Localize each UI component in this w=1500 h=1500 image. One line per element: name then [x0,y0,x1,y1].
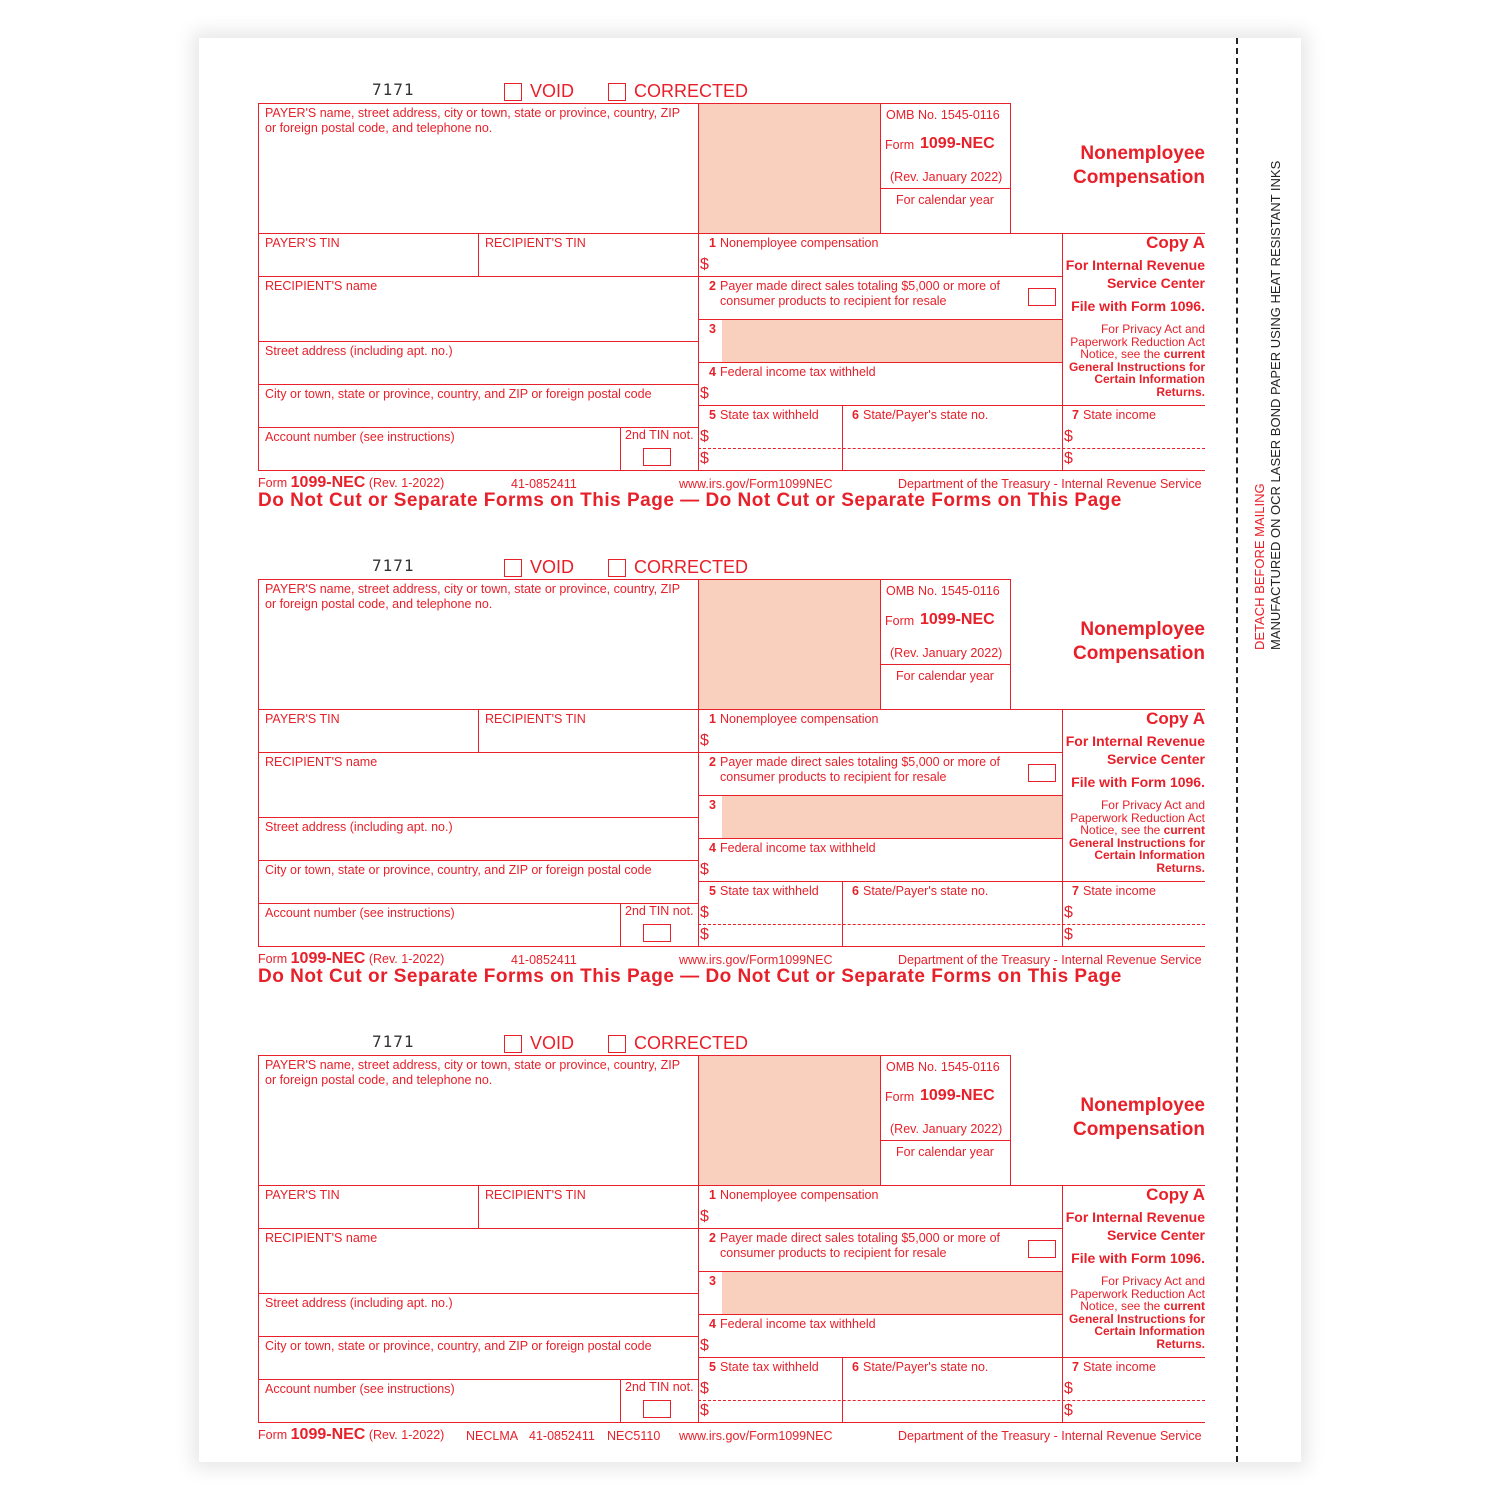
box7-number: 7 [1072,408,1079,422]
box5-number: 5 [709,1360,716,1374]
street-field[interactable] [262,836,694,858]
box7-dollar-2: $ [1064,450,1073,467]
box1-field[interactable] [712,254,1058,274]
corrected-checkbox[interactable] [608,559,626,577]
box1-field[interactable] [712,1206,1058,1226]
box7-field-1[interactable] [1076,1379,1204,1399]
box3-number: 3 [709,798,716,812]
calendar-year-field[interactable] [884,684,1006,706]
account-label: Account number (see instructions) [265,906,455,920]
box6-label: State/Payer's state no. [863,1360,989,1374]
box3-shaded [722,1271,1062,1314]
box5-label: State tax withheld [720,408,819,422]
footer-url: www.irs.gov/Form1099NEC [679,953,833,967]
box6-field-2[interactable] [846,1401,1058,1421]
footer-code-2: NEC5110 [607,1429,661,1443]
box4-dollar: $ [700,385,709,402]
second-tin-label: 2nd TIN not. [625,428,694,442]
form-name: 1099-NEC [920,1087,995,1104]
copy-a-label: Copy A [1146,709,1205,728]
account-field[interactable] [262,922,616,944]
payer-field[interactable] [262,138,694,230]
recipient-tin-field[interactable] [482,728,694,750]
payer-tin-label: PAYER'S TIN [265,712,340,726]
box7-field-2[interactable] [1076,925,1204,945]
void-label: VOID [530,81,575,101]
box5-dollar-2: $ [700,450,709,467]
account-label: Account number (see instructions) [265,1382,455,1396]
footer-url: www.irs.gov/Form1099NEC [679,477,833,491]
box6-field-2[interactable] [846,449,1058,469]
second-tin-label: 2nd TIN not. [625,904,694,918]
box1-field[interactable] [712,730,1058,750]
box2-number: 2 [709,279,716,293]
box1-number: 1 [709,1188,716,1202]
box6-field-1[interactable] [846,1379,1058,1399]
recipient-name-label: RECIPIENT'S name [265,755,378,769]
payer-label-2: or foreign postal code, and telephone no. [265,597,493,611]
form-title-2: Compensation [1073,643,1205,664]
account-field[interactable] [262,446,616,468]
box2-number: 2 [709,1231,716,1245]
box4-label: Federal income tax withheld [720,365,876,379]
account-label: Account number (see instructions) [265,430,455,444]
box1-dollar: $ [700,732,709,749]
form-copy-2 [0,476,1500,967]
box2-number: 2 [709,755,716,769]
box7-label: State income [1083,1360,1156,1374]
recipient-name-field[interactable] [262,1248,694,1290]
form-title-1: Nonemployee [1080,619,1205,640]
box6-field-2[interactable] [846,925,1058,945]
box2-label-1: Payer made direct sales totaling $5,000 or more of [720,755,1001,769]
box2-checkbox[interactable] [1028,1240,1056,1258]
street-label: Street address (including apt. no.) [265,820,453,834]
box5-field-1[interactable] [712,1379,838,1399]
city-field[interactable] [262,403,694,425]
box5-dollar-2: $ [700,926,709,943]
shaded-area [699,1055,880,1185]
box1-label: Nonemployee compensation [720,712,879,726]
void-checkbox[interactable] [504,83,522,101]
do-not-cut-banner-2: Do Not Cut or Separate Forms on This Page — Do Not Cut or Separate Forms on This Page [258,966,1122,987]
box4-number: 4 [709,841,716,855]
privacy-notice: For Privacy Act and Paperwork Reduction Act Notice, see the current General Instructions for Certain Information Returns. [1068,322,1205,399]
privacy-notice: For Privacy Act and Paperwork Reduction Act Notice, see the current General Instructions for Certain Information Returns. [1068,1274,1205,1351]
recipient-tin-label: RECIPIENT'S TIN [485,1188,586,1202]
form-name: 1099-NEC [920,611,995,628]
box7-field-1[interactable] [1076,427,1204,447]
box6-label: State/Payer's state no. [863,408,989,422]
box4-dollar: $ [700,1337,709,1354]
box2-label-2: consumer products to recipient for resale [720,1246,947,1260]
corrected-checkbox[interactable] [608,83,626,101]
file-with-1096: File with Form 1096. [1071,1250,1205,1266]
payer-tin-field[interactable] [262,728,474,750]
box6-field-1[interactable] [846,903,1058,923]
box7-label: State income [1083,884,1156,898]
payer-label-2: or foreign postal code, and telephone no. [265,121,493,135]
file-with-1096: File with Form 1096. [1071,298,1205,314]
city-label: City or town, state or province, country, and ZIP or foreign postal code [265,1339,652,1353]
box7-label: State income [1083,408,1156,422]
recipient-tin-field[interactable] [482,252,694,274]
footer-cat-no: 41-0852411 [529,1429,595,1443]
payer-field[interactable] [262,1090,694,1182]
box7-dollar-1: $ [1064,428,1073,445]
form-name: 1099-NEC [920,135,995,152]
detach-notice: DETACH BEFORE MAILING [1252,483,1267,650]
void-label: VOID [530,557,575,577]
account-field[interactable] [262,1398,616,1420]
footer-dept: Department of the Treasury - Internal Revenue Service [898,953,1202,967]
recipient-name-label: RECIPIENT'S name [265,279,378,293]
shaded-area [699,103,880,233]
recipient-tin-label: RECIPIENT'S TIN [485,236,586,250]
box7-dollar-1: $ [1064,1380,1073,1397]
privacy-notice: For Privacy Act and Paperwork Reduction Act Notice, see the current General Instructions for Certain Information Returns. [1068,798,1205,875]
city-label: City or town, state or province, country, and ZIP or foreign postal code [265,863,652,877]
omb-number: OMB No. 1545-0116 [886,1060,1000,1074]
form-title-1: Nonemployee [1080,1095,1205,1116]
box7-number: 7 [1072,884,1079,898]
city-field[interactable] [262,1355,694,1377]
box5-dollar-2: $ [700,1402,709,1419]
box7-dollar-1: $ [1064,904,1073,921]
box2-label-2: consumer products to recipient for resale [720,770,947,784]
box1-dollar: $ [700,1208,709,1225]
box4-number: 4 [709,1317,716,1331]
footer-form-id: Form 1099-NEC (Rev. 1-2022) [258,1426,445,1443]
box6-number: 6 [852,408,859,422]
payer-label-1: PAYER'S name, street address, city or town, state or province, country, ZIP [265,582,681,596]
box3-number: 3 [709,322,716,336]
calendar-year-field[interactable] [884,1160,1006,1182]
second-tin-checkbox[interactable] [643,1400,671,1418]
form-title-2: Compensation [1073,1119,1205,1140]
box5-field-2[interactable] [712,449,838,469]
corrected-label: CORRECTED [634,81,749,101]
void-checkbox[interactable] [504,559,522,577]
city-label: City or town, state or province, country, and ZIP or foreign postal code [265,387,652,401]
footer-url: www.irs.gov/Form1099NEC [679,1429,833,1443]
box1-label: Nonemployee compensation [720,1188,879,1202]
box1-dollar: $ [700,256,709,273]
form-word: Form [885,1090,915,1104]
footer-dept: Department of the Treasury - Internal Revenue Service [898,477,1202,491]
box5-field-2[interactable] [712,1401,838,1421]
omb-number: OMB No. 1545-0116 [886,584,1000,598]
footer-code-1: NECLMA [466,1429,519,1443]
box7-field-2[interactable] [1076,449,1204,469]
form-code: 7171 [372,556,415,575]
calendar-year-label: For calendar year [896,1145,994,1159]
street-field[interactable] [262,360,694,382]
box6-field-1[interactable] [846,427,1058,447]
second-tin-label: 2nd TIN not. [625,1380,694,1394]
payer-tin-label: PAYER'S TIN [265,1188,340,1202]
box6-number: 6 [852,1360,859,1374]
calendar-year-label: For calendar year [896,669,994,683]
box6-label: State/Payer's state no. [863,884,989,898]
box1-label: Nonemployee compensation [720,236,879,250]
recipient-name-field[interactable] [262,296,694,338]
recipient-name-label: RECIPIENT'S name [265,1231,378,1245]
irs-line-2: Service Center [1106,751,1205,767]
calendar-year-field[interactable] [884,208,1006,230]
irs-line-2: Service Center [1106,275,1205,291]
box4-label: Federal income tax withheld [720,841,876,855]
box2-checkbox[interactable] [1028,288,1056,306]
box2-checkbox[interactable] [1028,764,1056,782]
form-code: 7171 [372,80,415,99]
file-with-1096: File with Form 1096. [1071,774,1205,790]
recipient-tin-label: RECIPIENT'S TIN [485,712,586,726]
void-checkbox[interactable] [504,1035,522,1053]
calendar-year-label: For calendar year [896,193,994,207]
rev-date: (Rev. January 2022) [890,1122,1003,1136]
box4-label: Federal income tax withheld [720,1317,876,1331]
second-tin-checkbox[interactable] [643,448,671,466]
rev-date: (Rev. January 2022) [890,646,1003,660]
city-field[interactable] [262,879,694,901]
box1-number: 1 [709,236,716,250]
irs-line-1: For Internal Revenue [1065,257,1205,273]
payer-field[interactable] [262,614,694,706]
payer-tin-field[interactable] [262,252,474,274]
box2-label-1: Payer made direct sales totaling $5,000 or more of [720,1231,1001,1245]
recipient-tin-field[interactable] [482,1204,694,1226]
form-word: Form [885,138,915,152]
manufacture-notice: MANUFACTURED ON OCR LASER BOND PAPER USING HEAT RESISTANT INKS [1268,160,1283,650]
box5-label: State tax withheld [720,884,819,898]
box5-number: 5 [709,884,716,898]
box7-dollar-2: $ [1064,1402,1073,1419]
omb-number: OMB No. 1545-0116 [886,108,1000,122]
street-label: Street address (including apt. no.) [265,1296,453,1310]
payer-label-1: PAYER'S name, street address, city or town, state or province, country, ZIP [265,106,681,120]
box5-dollar-1: $ [700,904,709,921]
box3-number: 3 [709,1274,716,1288]
payer-tin-label: PAYER'S TIN [265,236,340,250]
corrected-checkbox[interactable] [608,1035,626,1053]
form-copy-1 [0,0,1500,491]
box7-field-2[interactable] [1076,1401,1204,1421]
box5-number: 5 [709,408,716,422]
do-not-cut-banner-1: Do Not Cut or Separate Forms on This Page — Do Not Cut or Separate Forms on This Page [258,490,1122,511]
copy-a-label: Copy A [1146,233,1205,252]
box4-field[interactable] [712,859,1058,879]
box3-shaded [722,795,1062,838]
footer-dept: Department of the Treasury - Internal Revenue Service [898,1429,1202,1443]
shaded-area [699,579,880,709]
box7-number: 7 [1072,1360,1079,1374]
form-word: Form [885,614,915,628]
footer-form-id: Form 1099-NEC (Rev. 1-2022) [258,950,445,967]
void-label: VOID [530,1033,575,1053]
box5-dollar-1: $ [700,428,709,445]
box5-field-1[interactable] [712,427,838,447]
box2-label-1: Payer made direct sales totaling $5,000 or more of [720,279,1001,293]
box2-label-2: consumer products to recipient for resale [720,294,947,308]
box4-dollar: $ [700,861,709,878]
street-field[interactable] [262,1312,694,1334]
irs-line-1: For Internal Revenue [1065,1209,1205,1225]
box1-number: 1 [709,712,716,726]
form-title-2: Compensation [1073,167,1205,188]
payer-tin-field[interactable] [262,1204,474,1226]
street-label: Street address (including apt. no.) [265,344,453,358]
box5-field-1[interactable] [712,903,838,923]
form-code: 7171 [372,1032,415,1051]
footer-cat-no: 41-0852411 [511,477,577,491]
form-title-1: Nonemployee [1080,143,1205,164]
second-tin-checkbox[interactable] [643,924,671,942]
box5-field-2[interactable] [712,925,838,945]
box4-field[interactable] [712,383,1058,403]
irs-line-2: Service Center [1106,1227,1205,1243]
corrected-label: CORRECTED [634,1033,749,1053]
box4-field[interactable] [712,1335,1058,1355]
copy-a-label: Copy A [1146,1185,1205,1204]
box4-number: 4 [709,365,716,379]
recipient-name-field[interactable] [262,772,694,814]
footer-form-id: Form 1099-NEC (Rev. 1-2022) [258,474,445,491]
box7-field-1[interactable] [1076,903,1204,923]
box7-dollar-2: $ [1064,926,1073,943]
footer-cat-no: 41-0852411 [511,953,577,967]
rev-date: (Rev. January 2022) [890,170,1003,184]
payer-label-1: PAYER'S name, street address, city or town, state or province, country, ZIP [265,1058,681,1072]
irs-line-1: For Internal Revenue [1065,733,1205,749]
box5-dollar-1: $ [700,1380,709,1397]
box3-shaded [722,319,1062,362]
payer-label-2: or foreign postal code, and telephone no. [265,1073,493,1087]
corrected-label: CORRECTED [634,557,749,577]
box6-number: 6 [852,884,859,898]
box5-label: State tax withheld [720,1360,819,1374]
